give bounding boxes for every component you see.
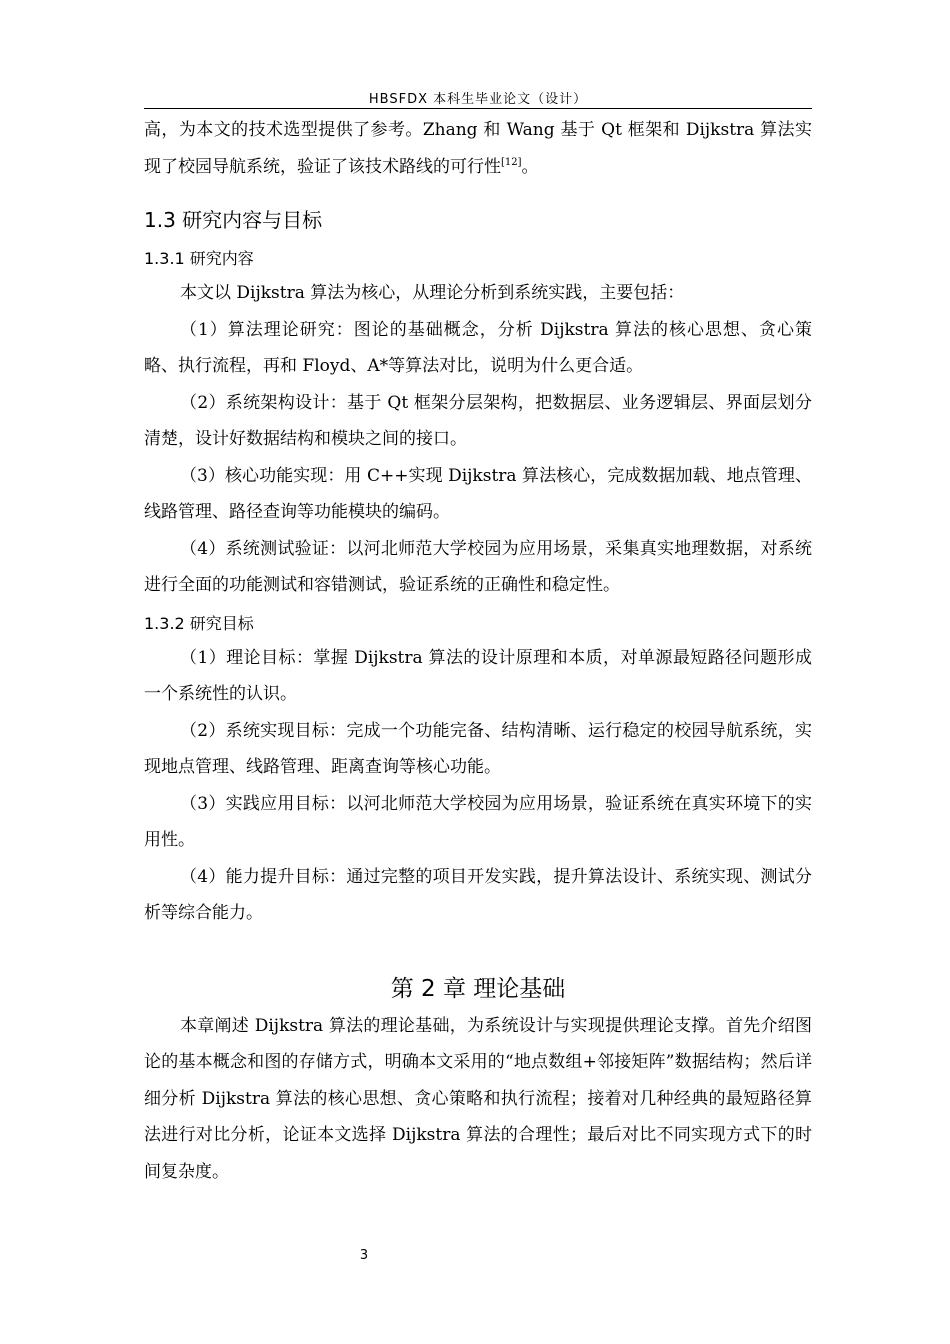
- paragraph: （1）算法理论研究：图论的基础概念，分析 Dijkstra 算法的核心思想、贪心策略、执行流程，再和 Floyd、A*等算法对比，说明为什么更合适。: [144, 319, 812, 376]
- paragraph: （1）理论目标：掌握 Dijkstra 算法的设计原理和本质，对单源最短路径问题形成一个系统性的认识。: [144, 647, 812, 704]
- section-heading-1-3: 1.3 研究内容与目标: [144, 208, 323, 232]
- paragraph-text: 高，为本文的技术选型提供了参考。Zhang 和 Wang 基于 Qt 框架和 Dijkstra 算法实现了校园导航系统，验证了该技术路线的可行性: [144, 120, 812, 177]
- paragraph-end: 。: [521, 156, 539, 177]
- chapter-heading: 第 2 章 理论基础: [390, 975, 566, 1002]
- paragraph: （2）系统架构设计：基于 Qt 框架分层架构，把数据层、业务逻辑层、界面层划分清楚，设计好数据结构和模块之间的接口。: [144, 392, 812, 449]
- paragraph: （4）系统测试验证：以河北师范大学校园为应用场景，采集真实地理数据，对系统进行全面的功能测试和容错测试，验证系统的正确性和稳定性。: [144, 538, 812, 595]
- paragraph: （3）核心功能实现：用 C++实现 Dijkstra 算法核心，完成数据加载、地点管理、线路管理、路径查询等功能模块的编码。: [144, 465, 812, 522]
- header-rule: [144, 108, 812, 109]
- paragraph: （4）能力提升目标：通过完整的项目开发实践，提升算法设计、系统实现、测试分析等综合能力。: [144, 866, 812, 923]
- paragraph-continued: [144, 112, 812, 185]
- paragraph: （3）实践应用目标：以河北师范大学校园为应用场景，验证系统在真实环境下的实用性。: [144, 793, 812, 850]
- citation[interactable]: [12]: [501, 156, 522, 168]
- paragraph: 本章阐述 Dijkstra 算法的理论基础，为系统设计与实现提供理论支撑。首先介绍图论的基本概念和图的存储方式，明确本文采用的“地点数组+邻接矩阵”数据结构；然后详细分析 Dijkstra 算法的核心思想、贪心策略和执行流程；接着对几种经典的最短路径算法进行对比分析，论证本文选择 Dijkstra 算法的合理性；最后对比不同实现方式下的时间复杂度。: [144, 1015, 812, 1182]
- page-header: HBSFDX 本科生毕业论文（设计）: [368, 92, 588, 107]
- paragraph: 本文以 Dijkstra 算法为核心，从理论分析到系统实践，主要包括：: [180, 283, 685, 303]
- page-number: 3: [359, 1248, 369, 1263]
- subsection-heading-1-3-1: 1.3.1 研究内容: [144, 249, 254, 268]
- subsection-heading-1-3-2: 1.3.2 研究目标: [144, 613, 254, 633]
- paragraph: （2）系统实现目标：完成一个功能完备、结构清晰、运行稳定的校园导航系统，实现地点管理、线路管理、距离查询等核心功能。: [144, 720, 812, 777]
- page-content: [144, 112, 812, 1190]
